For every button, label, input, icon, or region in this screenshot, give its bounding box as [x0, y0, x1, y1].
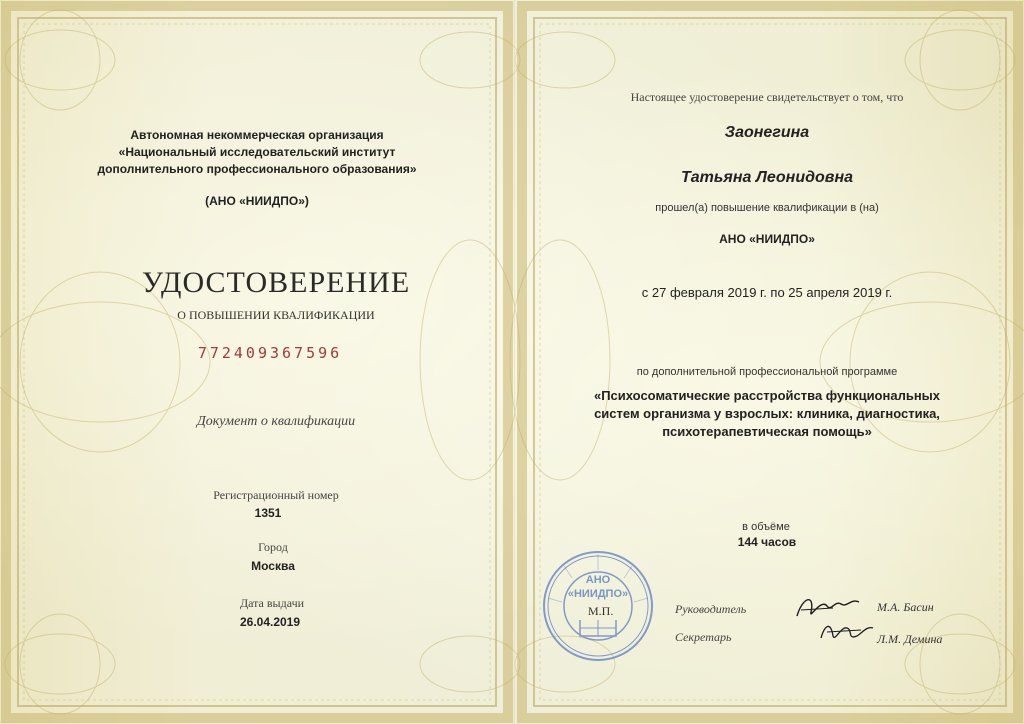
city-value: Москва [251, 559, 295, 573]
volume-label: в объёме [742, 521, 790, 533]
document-number: 772409367596 [197, 344, 343, 362]
issue-date-label: Дата выдачи [239, 596, 305, 610]
registration-number-value: 1351 [254, 506, 282, 520]
org-short-name: (АНО «НИИДПО») [205, 194, 309, 208]
recipient-given-names: Татьяна Леонидовна [680, 169, 854, 186]
director-label: Руководитель [675, 602, 747, 616]
stamp-text-top: АНО [585, 574, 611, 586]
issue-date-value: 26.04.2019 [239, 615, 301, 629]
program-line-3: психотерапевтическая помощь» [662, 424, 872, 439]
document-subtitle: О ПОВЫШЕНИИ КВАЛИФИКАЦИИ [177, 308, 375, 322]
director-name: М.А. Басин [877, 600, 934, 614]
registration-number-label: Регистрационный номер [213, 488, 339, 502]
org-line-2: «Национальный исследовательский институт [118, 145, 396, 159]
document-title: УДОСТОВЕРЕНИЕ [141, 266, 411, 299]
organization: АНО «НИИДПО» [719, 232, 815, 246]
stamp-text-mid: «НИИДПО» [567, 588, 629, 600]
passed-text: прошел(а) повышение квалификации в (на) [655, 202, 879, 214]
org-line-3: дополнительного профессионального образования» [97, 162, 417, 176]
page-fold [514, 0, 516, 724]
recipient-surname: Заонегина [724, 124, 810, 141]
document-type: Документ о квалификации [196, 414, 356, 429]
program-line-2: систем организма у взрослых: клиника, диагностика, [594, 406, 940, 421]
secretary-name: Л.М. Демина [877, 632, 943, 646]
intro-text: Настоящее удостоверение свидетельствует о том, что [630, 90, 904, 104]
secretary-signature [817, 618, 877, 644]
study-period: с 27 февраля 2019 г. по 25 апреля 2019 г. [641, 285, 893, 300]
volume-value: 144 часов [737, 535, 797, 549]
secretary-label: Секретарь [675, 630, 732, 644]
program-line-1: «Психосоматические расстройства функциональных [593, 388, 941, 403]
seal-placeholder-mp: М.П. [588, 604, 614, 618]
org-line-1: Автономная некоммерческая организация [130, 128, 384, 142]
city-label: Город [258, 540, 288, 554]
program-label: по дополнительной профессиональной программе [636, 366, 898, 378]
